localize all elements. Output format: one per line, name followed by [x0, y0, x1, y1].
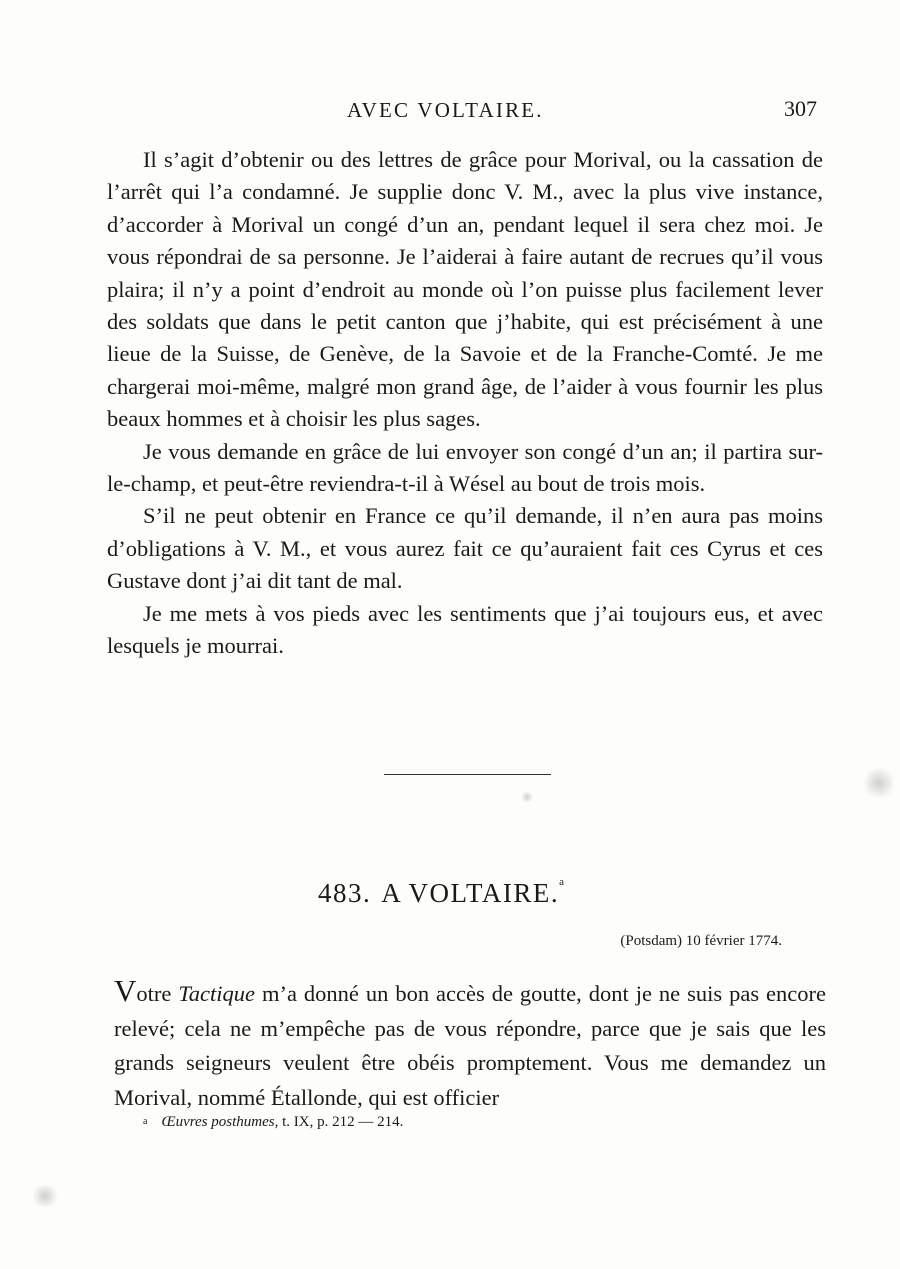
letter-body: [114, 975, 826, 1115]
footnote: [143, 1114, 403, 1131]
footnote-reference: a: [559, 876, 564, 888]
letter-text: m’a donné un bon accès de goutte, dont je ne suis pas encore relevé; cela ne m’empêche pas de vous répondre, parce que je sais que les grands seigneurs veulent être obéis promptement. Vous me demandez un Morival, nommé Étallonde, qui est officier: [114, 981, 826, 1110]
running-head: AVEC VOLTAIRE.: [347, 98, 544, 122]
page-number: 307: [784, 96, 817, 121]
paragraph: S’il ne peut obtenir en France ce qu’il demande, il n’en aura pas moins d’obligations à V. M., et vous aurez fait ce qu’auraient fait ces Cyrus et ces Gustave dont j’ai dit tant de mal.: [107, 503, 823, 594]
book-title-tactique: Tactique: [178, 981, 256, 1006]
dateline: (Potsdam) 10 février 1774.: [620, 933, 782, 949]
paragraph: Je me mets à vos pieds avec les sentiments que j’ai toujours eus, et avec lesquels je mourrai.: [107, 600, 823, 659]
paper-speck: [30, 1185, 60, 1207]
paper-speck: [520, 792, 534, 802]
drop-cap: V: [114, 973, 137, 1008]
footnote-reference-text: t. IX, p. 212 — 214.: [278, 1114, 404, 1130]
letter-number: 483.: [318, 878, 372, 908]
footnote-title: Œuvres posthumes,: [161, 1114, 279, 1130]
letter-heading: [318, 878, 564, 909]
letter-text: otre: [136, 981, 179, 1006]
paper-speck: [862, 768, 896, 798]
letter-title: A VOLTAIRE.: [381, 878, 560, 908]
paragraph: Je vous demande en grâce de lui envoyer son congé d’un an; il partira sur-le-champ, et peut-être reviendra-t-il à Wésel au bout de trois mois.: [107, 438, 823, 497]
letter-continuation: [107, 144, 823, 663]
footnote-marker: a: [143, 1116, 148, 1127]
section-divider: [384, 774, 551, 775]
paragraph: Il s’agit d’obtenir ou des lettres de grâce pour Morival, ou la cassation de l’arrêt qui l’a condamné. Je supplie donc V. M., avec la plus vive instance, d’accorder à Morival un congé d’un an, pendant lequel il sera chez moi. Je vous répondrai de sa personne. Je l’aiderai à faire autant de recrues qu’il vous plaira; il n’y a point d’endroit au monde où l’on puisse plus facilement lever des soldats que dans le petit canton que j’habite, qui est précisément à une lieue de la Suisse, de Genève, de la Savoie et de la Franche-Comté. Je me chargerai moi-même, malgré mon grand âge, de l’aider à vous fournir les plus beaux hommes et à choisir les plus sages.: [107, 147, 823, 432]
